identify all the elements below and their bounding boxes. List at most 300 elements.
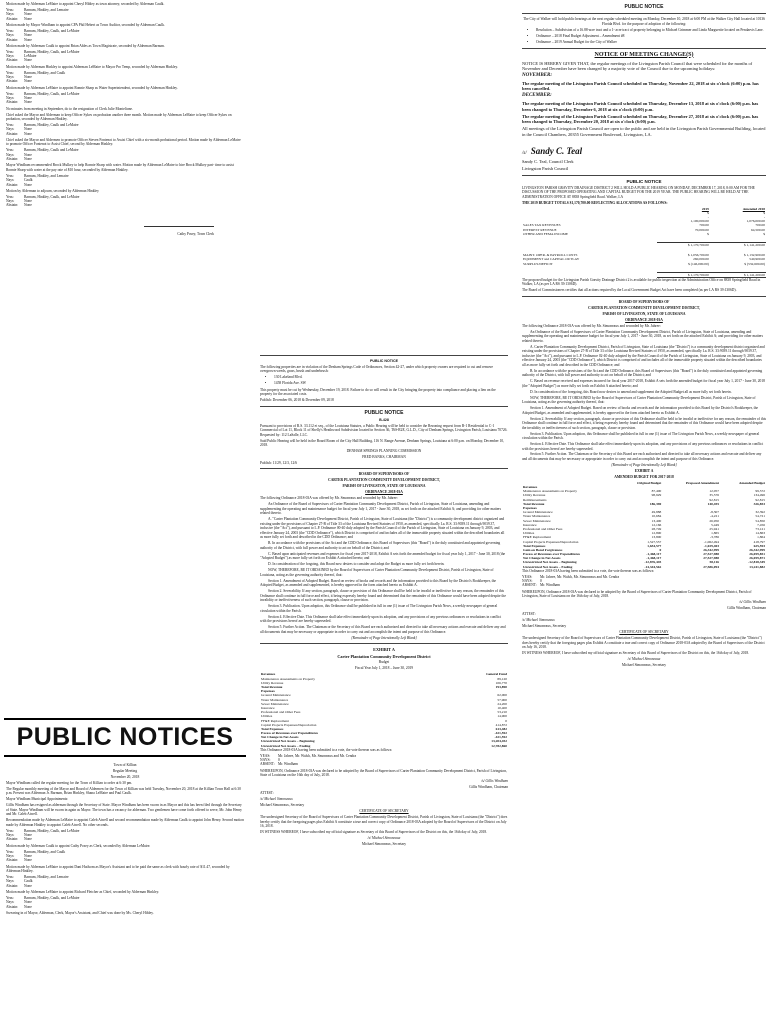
table-cell: 27,527,988 [703, 556, 719, 561]
table-cell: 27,527,988 [703, 552, 719, 557]
vote-abstain: None [24, 858, 32, 863]
exhibit-district: Carter Plantation Community Development District [337, 653, 431, 659]
table-cell: 1,076,000.00 [746, 219, 765, 224]
secretary-name: Michael Simoneaux, Secretary [260, 803, 305, 808]
table-cell: 14,863 [755, 531, 765, 536]
table-cell: Water Maintenance [261, 697, 289, 702]
table-cell: 12,166 [651, 522, 662, 527]
vote-abstain: None [24, 100, 32, 105]
table-cell: $ (146,000.00) [688, 261, 709, 266]
vote-block: Yeas: Barnum, Hinkley, Caulk, and LeMaire Nays: LeMaire Abstain: None [6, 49, 80, 63]
ordinance-paragraph: An Ordinance of the Board of Supervisors of Carter Plantation Community Development District, Parish of Livingston, State of Louisiana, amending and supplementing the operating and maintenance budget for fiscal year July 1, 2017 - June 30, 2018, as set forth on the attached Exhibit A; and providing for other matters related thereto. [260, 502, 502, 516]
vote-block: Yeas: Barnum, Hinkley, and Lemaire Nays: Caulk Abstain: None [6, 875, 69, 888]
vote-yeas: Mr. Jahree, Mr. Walsh, Mr. Simoneaux and Mr. Cendra [540, 574, 620, 579]
exhibit-subtitle: AMENDED BUDGET FOR 2017-2018 [614, 474, 674, 479]
vote-nays: None [24, 854, 32, 859]
table-cell: Unrestricted Net Assets – Beginning [261, 739, 315, 744]
table-cell: - [763, 215, 765, 220]
motion-text: Motion made by Alderman Caulk to appoint Brian Ables as Town Magistrate, seconded by Alderman Barnum. [6, 43, 165, 48]
table-cell: -1,468,117 [646, 552, 662, 557]
november-heading: NOVEMBER: [522, 73, 553, 79]
table-cell: Capital Projects Expenses/Depreciation [523, 539, 579, 544]
vote-absent: Mr. Windham [278, 762, 298, 767]
table-cell: Water Maintenance [523, 514, 551, 519]
ordinance-paragraph: Section 2. Severability. If any section, paragraph, clause or provision of this Ordinance shall be held to be invalid or ineffective for any reason, the remainder of this Ordinance shall continue in full force and effect, it being expressly hereby found and determined that the remainder of this Ordinance would have been adopted despite the invalidity or ineffectiveness of such section, paragraph, clause or provision. [522, 416, 767, 430]
minutes-paragraph: Gillis Windham has resigned as alderman through the Secretary of State. Mayor Windham has been sworn in as Mayor and this has been filed through the Secretary of State. Mayor Windham will be sworn in again as Mayor. The town has a vacancy for alderman. Two gentlemen have come forth offered to serve, Mr. John Henry and Mr. Caleb Atwell. [6, 803, 243, 817]
ordinance-paragraph: Section 3. Publication. Upon adoption, this Ordinance shall be published in full in one (1) issue of The Livingston Parish News, a weekly newspaper of general circulation within the Parish. [522, 431, 761, 441]
drainage-budget-table [522, 207, 766, 278]
meeting-type: Regular Meeting [112, 768, 138, 773]
table-cell: 57,900 [497, 697, 507, 702]
motion-text: Motion made by Mayor Windham to appoint CPA Phil Hebert as Town Auditor, seconded by Alderman Caulk. [6, 22, 165, 27]
column-header: Proposed Amendment [685, 480, 719, 485]
ordinance-paragraph: NOW, THEREFORE, BE IT ORDAINED by the Board of Supervisors of Carter Plantation Community Development District, Parish of Livingston, State of Louisiana, acting as the governing authority thereof, that: [522, 395, 757, 405]
weed-notice-deadline: This property must be cut by Wednesday, December 19, 2018. Failure to do so will result in the City bringing the property into compliance and placing a lien on the property for the associated costs. [260, 387, 497, 397]
table-cell: Utilities [261, 714, 273, 719]
vote-note: This Ordinance 2018-03A having been submitted to a vote, the vote thereon was as follows: [522, 568, 655, 573]
column-header: 2019 [701, 206, 709, 211]
table-cell: -4,221 [709, 514, 719, 519]
public-notices-banner: PUBLIC NOTICES [4, 718, 246, 757]
vote-block: Yeas: Barnum, Hinkley, and Caulk Nays: None Abstain: None [6, 70, 66, 84]
table-cell: 418,797 [753, 539, 765, 544]
meeting-change-footer: All meetings of the Livingston Parish Council are open to the public and are held in the Livingston Parish Governmental Building, located in the Council Chambers, 20355 Government Boulevard, Livingston, LA. [522, 126, 767, 137]
clerk-signature: Sandy C. Teal [530, 146, 583, 157]
chair-name: Gillis Windham, Chairman [469, 785, 508, 790]
ordinance-paragraph: B. In accordance with the provisions of the Act and the CDD Ordinance, this Board of Supervisors (this "Board") is the duly constituted and appointed governing authority of the District, with full power and authority to act on behalf of the District; and [260, 541, 502, 550]
table-cell: 64,500.00 [751, 227, 765, 232]
table-cell: 7,456 [757, 522, 765, 527]
vote-yeas: Barnum, Hinkley, Caulk, and LeMaire [24, 194, 80, 199]
vote-absent: Mr. Windham [540, 583, 560, 588]
table-cell: 186,390 [649, 501, 662, 506]
table-cell: 87,400 [651, 489, 662, 494]
december-text-1: The regular meeting of the Livingston Parish Council scheduled on Thursday, December 13, 2018 at six o'clock (6:00) p.m. has been changed to Thursday, December 6, 2018 at six o'clock (6:00) p.m. [522, 101, 760, 112]
notice-title: PUBLIC NOTICE [370, 359, 398, 363]
walker-notice-body: The City of Walker will hold public hearings at the next regular scheduled meeting on Monday, December 10, 2018 at 6:00 PM at the Walker City Hall located at 10136 Florida Blvd. for the purpose of adoption of the following: [523, 17, 766, 26]
table-cell: $ [707, 231, 709, 236]
table-cell: $ 1,141,200.00 [710, 272, 766, 277]
table-cell: $ 1,170,700.00 [657, 243, 710, 248]
vote-block: Yeas: Barnum, Hinkley, Caulk, and LeMaire Nays: None Abstain: None [6, 28, 80, 42]
table-cell: Utility Revenue [523, 493, 546, 498]
chairman-name: FRED BANKS, CHAIRMAN [362, 455, 406, 460]
table-cell: 35,576 [709, 493, 719, 498]
certificate-witness: IN WITNESS WHEREOF, I have subscribed my official signature as Secretary of this Board of Supervisors of the District on this, the 16th day of July, 2018. [260, 830, 488, 835]
exhibit-title: EXHIBIT A [373, 646, 395, 652]
table-cell: 73,121 [755, 526, 765, 531]
secretary-signature: /s/ Michael Simoneaux [522, 618, 555, 623]
table-cell: 27,586,094 [703, 564, 719, 569]
vote-yeas: Barnum, Hinkley, and Lemaire [24, 7, 69, 12]
vote-block: YEAS: Mr. Jahree, Mr. Walsh, Mr. Smoneaux and Mr. Cendra NAYS: 0 ABSENT: Mr. Windham [260, 753, 357, 767]
ordinance-paragraph: Section 4. Effective Date. This Ordinance shall take effect immediately upon its adoption, and any provisions of any previous ordinances or resolutions in conflict with the provisions hereof are hereby superseded. [522, 442, 765, 451]
list-item: • Ordinance – 2018 Final Budget Adjustment – Amendment #8 [536, 34, 766, 38]
vote-note: This Ordinance 2018-03A having been submitted to a vote, the vote thereon was as follows: [260, 747, 393, 752]
table-cell: 10,400 [497, 705, 507, 710]
column-header: Original Budget [637, 480, 662, 485]
table-cell: 260,000.00 [693, 257, 709, 262]
table-cell: Net Change in Net Assets [261, 735, 299, 740]
ordinance-district: CARTER PLANTATION COMMUNITY DEVELOPMENT DISTRICT, [588, 305, 700, 310]
vote-yeas: Barnum, Hinkley, Caulk, and LeMaire [24, 28, 80, 33]
list-item: • 130 Lakeland Blvd. [274, 375, 508, 379]
table-cell: $ 1,141,200.00 [710, 243, 766, 248]
killian-minutes-body [6, 781, 244, 827]
table-cell: -14,344,562 [644, 564, 662, 569]
table-cell: 1,864 [757, 535, 765, 540]
ordinance-offered: The following Ordinance 2018-03A was offered by Mr. Simoneaux and seconded by Mr. Jahree: [522, 323, 661, 328]
table-cell: Professional and Other Fees [523, 526, 563, 531]
table-cell: 58,116 [709, 560, 719, 565]
table-cell: 700.00 [755, 223, 765, 228]
vote-yeas: Barnum, Hinkley, Caulk and LeMaire [24, 148, 79, 153]
notice-title: PUBLIC NOTICE [626, 178, 662, 184]
vote-nays: None [24, 75, 32, 80]
vote-nays: LeMaire [24, 54, 37, 59]
ordinance-paragraph: D. In consideration of the foregoing, this Board now desires to amend and supplement the Adopted Budget all as more fully set forth herein. [530, 389, 732, 394]
vote-abstain: None [24, 203, 32, 208]
table-cell: -1,062,494 [703, 539, 719, 544]
vote-abstain: None [24, 37, 32, 42]
table-cell: 13,241,882 [749, 564, 765, 569]
ordinance-paragraph: A. "Carter Plantation Community Development District, Parish of Livingston, State of Louisiana (the "District") is a community development district organized and existing under the provisions of Chapter 27-B of Title 33 of the Louisiana Revised Statutes of 1950, as amended, specifically La. R.S. 33:9039.11 through 9039.37, inclusive (the "Act"), and pursuant to L.P. Ordinance 00-40 duly adopted by the Parish Council of the Parish of Livingston, State of Louisiana on January 9, 2003, and effective January 24, 2003 (the "CDD Ordinance"), which District is comprised of and includes all of the immovable property situated within the described boundaries all as more fully set forth and described in the CDD Ordinance; and [260, 517, 506, 540]
table-cell: Utilities [523, 531, 535, 536]
chief-motion-2: Chief asked the Mayor and Aldermen to promote Officer Steven Fontenot to Assist Chief with a six-month probational period. Motion made by Alderman LeMaire to promote Officer Fontenot to Assist Chief, second by Alderman Hinkley. [6, 138, 242, 147]
drainage-notice-body: LIVINGSTON PARISH GRAVITY DRAINAGE DISTRICT 2 WILL HOLD A PUBLIC HEARING ON MONDAY, DECEMBER 17, 2018, 8:00 AM FOR THE DISCUSSION OF THE PROPOSED OPERATING AND CAPITAL BUDGET FOR THE 2019 YEAR. THE PUBLIC HEARING WILL BE HELD AT THE ADMINISTRATION OFFICE AT 8838 Springfield Road. Walker, LA [522, 185, 756, 199]
vote-yeas: Barnum, Hinkley, and Caulk [24, 849, 66, 854]
vote-block: Yeas: Barnum, Hinkley, Caulk, and LeMaire Nays: None Abstain: None [6, 828, 80, 842]
november-text: The regular meeting of the Livingston Parish Council scheduled on Thursday, November 22, 2018 at six o'clock (6:00) p.m. has been cancelled. [522, 80, 760, 92]
motion-text: Motion made by Alderman LeMaire to appoint Ronnie Sharp as Water Superintendent, seconded by Alderman Hinkley. [6, 85, 178, 90]
table-cell: 98,929 [651, 493, 662, 498]
table-cell: Insurance [261, 705, 275, 710]
table-cell: Maintenance Assessments on Property [523, 489, 577, 494]
table-cell: $ (532,600.00) [744, 261, 765, 266]
vote-nays: 0 [540, 579, 542, 584]
ordinance-paragraph: An Ordinance of the Board of Supervisors of Carter Plantation Community Development District, Parish of Livingston, State of Louisiana, amending and supplementing the operating and maintenance budget for fiscal year July 1, 2017 - June 30, 2018, as set forth on the attached Exhibit A; and providing for other matters related thereto. [522, 329, 764, 343]
vote-abstain: None [24, 182, 32, 187]
ordinance-paragraph: Section 5. Further Action. The Chairman or the Secretary of this Board are each authorized and directed to take all necessary actions and execute and deliver any and all documents that may be necessary or appropriate in order to carry out and accomplish the intent and purpose of this Ordinance. [522, 452, 763, 461]
vote-yeas: Barnum, Hinkley, Caulk, and LeMaire [24, 49, 80, 54]
table-cell [522, 272, 657, 277]
weed-notice-body: The following properties are in violation of the Denham Springs Code of Ordinances, Section 42-27, under which property owners are required to cut and remove overgrown weeds, grass, brush and underbrush: [260, 364, 494, 374]
minutes-paragraph: Mayor Windham called the regular meeting for the Town of Killian to order at 6:30 pm. [6, 780, 133, 785]
table-cell: $ [763, 210, 765, 215]
chair-signature: /s/ Gillis Windham [739, 600, 766, 605]
table-cell: -8,307 [709, 510, 719, 515]
minutes-paragraph: The Regular monthly meeting of the Mayor and Board of Aldermen for the Town of Killian was held Tuesday, November 20, 2018 at the Killian Town Hall at 6:30 p.m. Present was Alderman Jr. Barnum, Brian Hinkley, Shana LeMaire and Paul Caulk. [6, 786, 242, 796]
vote-block: Yeas: Barnum, Hinkley, and Caulk Nays: None Abstain: None [6, 849, 66, 863]
whereupon: WHEREUPON, Ordinance 2018-03A was declared to be adopted by the Board of Supervisors of Carter Plantation Community Development District, Parish of Livingston, State of Louisiana on the 16th day of July, 2018. [522, 589, 753, 599]
table-cell: 625,593 [753, 543, 765, 548]
vote-nays: None [24, 152, 32, 157]
table-cell: 26,059,851 [749, 552, 765, 557]
column-header: Amended 2018 [742, 206, 765, 211]
table-cell: 25,941 [709, 526, 719, 531]
remainder-note: [Remainder of Page Intentionally Left Blank] [351, 635, 417, 640]
table-cell: 12,057 [709, 489, 719, 494]
table-cell: 106,770 [495, 680, 507, 685]
table-cell: Total Revenue [261, 685, 283, 690]
whereupon: WHEREUPON, Ordinance 2018-03A was declared to be adopted by the Board of Supervisors of Carter Plantation Community Development District, Parish of Livingston, State of Louisiana on the 16th day of July, 2018. [260, 768, 508, 778]
ordinance-paragraph: Section 4. Effective Date. This Ordinance shall take effect immediately upon its adoption, and any provisions of any previous ordinances or resolutions in conflict with the provisions hereof are hereby superseded. [260, 614, 503, 624]
ordinance-paragraph: NOW, THEREFORE, BE IT ORDAINED by the Board of Supervisors of Carter Plantation Community Development District, Parish of Livingston, State of Louisiana, acting as the governing authority thereof, that: [260, 568, 495, 577]
ordinance-parish: PARISH OF LIVINGSTON, STATE OF LOUISIANA [602, 311, 686, 316]
vote-abstain: None [24, 904, 32, 909]
no-minutes-note: No minutes from meeting in September, do to the resignation of Clerk Julie Montelione. [6, 106, 133, 111]
ordinance-paragraphs [260, 502, 508, 634]
table-cell: Ground Maintenance [523, 510, 553, 515]
vote-abstain: None [24, 16, 32, 21]
table-cell: Ground Maintenance [261, 693, 291, 698]
table-cell: 26,950 [709, 518, 719, 523]
drainage-footer-2: The Board of Commissioners certifies that all actions required by the Local Government Budget Act have been completed (as per LA RS 39:1306D). [522, 288, 737, 293]
ordinance-paragraph: B. In accordance with the provisions of the Act and the CDD Ordinance, this Board of Supervisors (this "Board") is the duly constituted and appointed governing authority of the District, with full power and authority to act on behalf of the District; and [522, 368, 764, 378]
vote-block: Yeas: Barnum, Hinkley, Caulk, and LeMaire Nays: None Abstain: None [6, 194, 80, 208]
list-item: • 1458 Florida Ave. SW [274, 381, 508, 385]
table-cell: SALES TAX REVENUES [523, 223, 561, 228]
table-cell: $ 1,132,900.00 [744, 253, 765, 258]
vote-nays: None [24, 199, 32, 204]
column-header: Amended Budget [739, 480, 765, 485]
ordinance-parish: PARISH OF LIVINGSTON, STATE OF LOUISIANA [342, 484, 426, 489]
meeting-date: November 20, 2018 [110, 774, 140, 779]
amended-budget-table [522, 481, 766, 569]
certificate-signature: /s/ Michael Simoneaux [367, 836, 401, 841]
ordinance-paragraph: D. In consideration of the forgoing, this Board now desires to consider and adopt the Budget as more fully set forth herein. [268, 562, 445, 567]
table-cell: 12,890 [651, 531, 662, 536]
table-cell: $ 1,170,700.00 [657, 272, 710, 277]
certificate-signature: /s/ Michael Simoneaux [627, 657, 661, 662]
table-cell: 5,449 [711, 522, 719, 527]
table-cell: SURPLUS/DEFICIT [523, 261, 553, 266]
table-cell: Maintenance Assessments on Property [261, 676, 315, 681]
ordinance-paragraph: Section 1. Amendment of Adopted Budget. Based on review of books and records and the information provided to this Board by the District's Bookkeeper, the Adopted Budget, as amended and supplemented, is hereby approved in the form attached hereto as Exhibit A. [260, 578, 497, 588]
vote-abstain: None [24, 157, 32, 162]
ordinance-number: ORDINANCE 2018-03A [625, 317, 663, 322]
vote-abstain: None [24, 131, 32, 136]
table-cell: Utility Revenue [261, 680, 284, 685]
attest-label: ATTEST: [260, 791, 274, 796]
minutes-paragraph: Mayor Windham Municipal Appointments: [6, 797, 69, 802]
table-cell: Total Expenses [523, 543, 546, 548]
table-cell: Total Expenses [261, 726, 284, 731]
table-cell: 1,100,000.00 [690, 219, 709, 224]
certificate-signer: Michael Simoneaux, Secretary [621, 663, 667, 668]
motion-text: Motion made by Alderman LeMaire to appoint Cheryl Hibley as town attorney, seconded by Alderman Caulk. [6, 2, 165, 6]
exhibit-budget: Budget [378, 660, 390, 665]
table-cell: 12,782,860 [491, 743, 507, 748]
right-column [518, 0, 770, 1024]
vote-block: Yeas: Barnum, Hinkley, Caulk, and LeMaire Nays: None Abstain: None [6, 896, 80, 909]
commission-name: DENHAM SPRINGS PLANNING COMMISSION [346, 449, 422, 454]
property-list [274, 375, 508, 385]
table-cell: Insurance [523, 522, 537, 527]
table-cell: 326,853 [753, 501, 765, 506]
table-cell: -1,468,117 [646, 556, 662, 561]
chief-motion: Chief asked the Mayor and Alderman to keep Officer Sykes on probation another three month. Motion made by Alderman LeMaire to keep Officer Sykes on probation, seconded by Alderman Hinkley. [6, 112, 233, 122]
ordinance-paragraphs [522, 330, 766, 462]
vote-abstain: None [24, 837, 32, 842]
table-cell: 1,527,557 [647, 539, 662, 544]
vote-block: Yeas: Barnum, Hinkley, Caulk and LeMaire Nays: None Abstain: None [6, 148, 79, 162]
secretary-name: Michael Simoneaux, Secretary [522, 624, 567, 629]
exhibit-title: EXHIBIT A [634, 468, 654, 473]
ordinance-paragraph: C. Based upon anticipated revenues and expenses for fiscal year 2017-2018, Exhibit A sets forth the amended budget for fiscal year July 1, 2017 - June 30, 2018 (the "Adopted Budget") as more fully set forth on Exhibit A attached hereto; and [260, 551, 507, 561]
certificate-witness: IN WITNESS WHEREOF, I have subscribed my official signature as Secretary of this Board of Supervisors of the District on this, the 16th day of July, 2018. [522, 651, 750, 656]
secretary-signature: /s/ Michael Simoneaux [260, 797, 293, 802]
ordinance-board: BOARD OF SUPERVISORS OF [618, 299, 670, 304]
vote-nays: None [24, 900, 32, 905]
attest-label: ATTEST: [522, 612, 536, 617]
vote-nays: None [24, 833, 32, 838]
mayor-motion: Mayor Windham recommended Brock Mulkey to help Ronnie Sharp with water. Motion made by Alderman LeMaire to hire Brock Mulkey part- time to assist Ronnie Sharp with water at the pay rate of $10 hour, seconded by Alderman Hinkley. [6, 163, 235, 172]
table-cell: Unrestricted Net Assets – Ending [523, 564, 573, 569]
vote-yeas: Barnum, Hinkley, Caulk, and LeMaire [24, 828, 80, 833]
table-cell: 24,200 [497, 701, 507, 706]
table-cell: 540,900.00 [749, 257, 765, 262]
table-cell: 134,496 [753, 493, 765, 498]
table-cell: 62,000 [497, 693, 507, 698]
vote-block: Yeas: Barnum, Hinkley, and Lemaire Nays: Caulk Abstain: None [6, 173, 69, 187]
table-cell: 70,000.00 [694, 227, 709, 232]
table-cell: -3,786 [709, 535, 719, 540]
table-cell: -12,876,445 [644, 560, 662, 565]
motion-text: Motion made by Alderman Hinkley to appoint Alderman LeMaire to Mayor Pro Temp, seconded by Alderman Hinkley. [6, 64, 178, 69]
ordinance-paragraph: Section 1. Amendment of Adopted Budget. Based on review of books and records and the information provided to this Board by the District's Bookkeeper, the Adopted Budget, as amended and supplemented, is hereby approved in the form attached hereto as Exhibit A. [522, 406, 759, 415]
table-cell: 54,850 [755, 518, 765, 523]
table-cell: $ [707, 210, 709, 215]
vote-nays: Caulk [24, 178, 33, 183]
walker-items [536, 28, 766, 44]
vote-yeas: Mr. Jahree, Mr. Walsh, Mr. Smoneaux and Mr. Cendra [278, 753, 357, 758]
table-cell: 26,059,871 [749, 556, 765, 561]
table-cell: 26,342,999 [749, 547, 765, 552]
table-cell: 28,749 [651, 526, 662, 531]
middle-column [260, 0, 508, 1024]
rezoning-hearing: Said Public Hearing will be held in the Board Room of the City Hall Building, 116 N. Range Avenue, Denham Springs, Louisiana at 6:00 p.m. on Monday, December 10, 2018. [260, 438, 506, 448]
table-cell: 53,210 [497, 710, 507, 715]
table-cell: Net Change in Net Assets [523, 556, 561, 561]
notice-number: B-428 [379, 417, 389, 422]
certificate-title: CERTIFICATE OF SECRETARY [359, 809, 409, 814]
table-cell: 89,120 [497, 676, 507, 681]
table-cell: Total Revenue [523, 501, 545, 506]
clerk-org: Livingston Parish Council [522, 166, 569, 172]
table-cell: INTEREST REVENUE [523, 227, 557, 232]
vote-yeas: Barnum, Hinkley, and Lemaire [24, 173, 69, 178]
table-cell: 10,684 [651, 514, 662, 519]
certificate-title: CERTIFICATE OF SECRETARY [619, 630, 669, 635]
table-cell: - [707, 215, 709, 220]
table-cell: 700.00 [699, 223, 709, 228]
table-cell: 32,392 [755, 510, 765, 515]
table-cell: Unrestricted Net Assets – Ending [261, 743, 311, 748]
notice-title: PUBLIC NOTICE [624, 4, 664, 10]
certificate-body: The undersigned Secretary of the Board of Supervisors of Carter Plantation Community Development District, Parish of Livingston, State of Louisiana (the "District") does hereby certify that the foregoing pages plus Exhibit A constitute a true and correct copy of Ordinance 2018-03A adopted by the Board of Supervisors of the District on July 16, 2018. [522, 636, 766, 650]
motion-chief: Motion made by Alderman LeMaire to appoint Richard Fletcher as Chief, seconded by Alderman Hinkley. [6, 890, 160, 895]
rezoning-publish: Publish: 11/29, 12/3, 12/6 [260, 461, 298, 465]
vote-nays: None [24, 33, 32, 38]
budget-table [260, 672, 508, 747]
table-row [522, 272, 766, 277]
table-cell: Capital Projects Expenses/Depreciation [261, 722, 317, 727]
table-cell: Reimbursements [523, 497, 547, 502]
table-cell: 13,204,452 [491, 739, 507, 744]
vote-yeas: Barnum, Hinkley, Caulk, and LeMaire [24, 896, 80, 901]
december-text-2: The regular meeting of the Livingston Parish Council scheduled on Thursday, December 27, 2018 at six o'clock (6:00) p.m. has been changed to Thursday, December 20, 2018 at six o'clock (6:00) p.m. [522, 113, 760, 125]
table-cell: -421,592 [494, 731, 507, 736]
table-cell: Professional and Other Fees [261, 710, 301, 715]
meeting-change-body: NOTICE IS HEREBY GIVEN THAT, the regular meetings of the Livingston Parish Council that were scheduled for the months of November and December have been changed by a majority vote of the Council due to the upcoming holidays: [522, 60, 754, 72]
adjourn-motion: Motion by Alderman to adjourn, seconded by Alderman Hinkley [6, 188, 99, 193]
vote-nays: None [24, 127, 32, 132]
sig-prefix: /s/ [522, 151, 527, 157]
motion-assistant: Motion made by Alderman LeMaire to appoint Dani Hutlsom as Mayor's Assistant and to be paid the same as clerk with hourly rate of $11.47, seconded by Alderman Hinkley. [6, 864, 231, 874]
killian-minutes-continued [6, 2, 244, 105]
table-cell: OTHER AND FEMA INCOME [523, 231, 569, 236]
table-cell: 49,888 [651, 510, 662, 515]
list-item: • Ordinance – 2019 Annual Budget for the City of Walker [536, 40, 766, 44]
table-cell: 1,865 [711, 531, 719, 536]
ordinance-offered: The following Ordinance 2018-03A was offered by Mr. Smoneaux and seconded by Mr. Jahree: [260, 496, 398, 501]
table-cell: 99,572 [755, 489, 765, 494]
december-heading: DECEMBER: [522, 93, 552, 99]
ordinance-district: CARTER PLANTATION COMMUNITY DEVELOPMENT DISTRICT, [328, 478, 440, 483]
drainage-footer-1: The proposed budget for the Livingston Parish Gravity Drainage District 2 is available for public inspection at the Administration Office on 8838 Springfield Road in Walker, LA (as per LA RS 39:1306D). [522, 277, 762, 287]
ordinance-board: BOARD OF SUPERVISORS OF [358, 472, 410, 477]
vote-block: YEAS: Mr. Jahree, Mr. Walsh, Mr. Simoneaux and Mr. Cendra NAYS: 0 ABSENT: Mr. Windham [522, 574, 620, 588]
ordinance-paragraph: Section 3. Publication. Upon adoption, this Ordinance shall be published in full in one (1) issue of The Livingston Parish News, a weekly newspaper of general circulation within the Parish. [260, 604, 499, 613]
table-cell: -12,818,349 [748, 560, 765, 565]
vote-yeas: Barnum, Hinkley, and Caulk [24, 70, 66, 75]
table-cell: -421,592 [494, 735, 507, 740]
certificate-body: The undersigned Secretary of the Board of Supervisors of Carter Plantation Community Development District, Parish of Livingston, State of Louisiana (the "District") does hereby certify that the foregoing pages plus Exhibit A constitute a true and correct copy of Ordinance 2018-03A adopted by the Board of Supervisors of the District on July 16, 2018. [260, 815, 509, 829]
vote-block: Yeas: Barnum, Hinkley, Caulk and LeMaire Nays: None Abstain: None [6, 123, 79, 136]
weed-notice-publish: Publish: December 06, 2018 & December 09, 2018 [260, 398, 334, 403]
notice-title: PUBLIC NOTICE [364, 409, 404, 416]
chair-name: Gillis Windham, Chairman [727, 606, 766, 611]
column-header: General Fund [486, 672, 507, 677]
meeting-change-title: NOTICE OF MEETING CHANGE(S) [594, 51, 694, 58]
table-cell: 140,455 [707, 501, 719, 506]
minutes-paragraph: Recommendation made by Alderman LeMaire to appoint Caleb Atwell and second recommendation made by Alderman Caulk to appoint John Henry. Second motion made by Alderman Hinkley to appoint Caleb Atwell. No other seconds. [6, 818, 245, 827]
table-cell: Revenues [523, 485, 538, 490]
vote-abstain: None [24, 79, 32, 84]
table-cell: 13,400 [651, 518, 662, 523]
vote-yeas: Barnum, Hinkley, Caulk and LeMaire [24, 123, 79, 128]
certificate-signer: Michael Simoneaux, Secretary [361, 842, 407, 847]
table-cell: -1,029,403 [703, 543, 719, 548]
table-cell: 92,815 [709, 497, 719, 502]
table-cell: 0 [659, 547, 662, 552]
table-cell: 193,890 [495, 685, 507, 690]
table-cell: Sewer Maintenance [261, 701, 289, 706]
table-cell: 1,654,577 [647, 543, 662, 548]
table-cell: Excess of Revenues over Expenditures [523, 552, 581, 557]
vote-nays: None [24, 95, 32, 100]
ordinance-paragraph: Section 2. Severability. If any section, paragraph, clause or provision of this Ordinance shall be held to be invalid or ineffective for any reason, the remainder of this Ordinance shall continue in full force and effect, it being expressly hereby found and determined that the remainder of this Ordinance would have been adopted despite the invalidity or ineffectiveness of such section, paragraph, clause or provision. [260, 589, 507, 603]
table-cell: 14,900 [497, 714, 507, 719]
table-cell: Unrestricted Net Assets – Beginning [523, 560, 577, 565]
ordinance-paragraph: Section 5. Further Action. The Chairman or the Secretary of this Board are each authorized and directed to take all necessary actions and execute and deliver any and all documents that may be necessary or appropriate in order to carry out and accomplish the intent and purpose of this Ordinance. [260, 625, 507, 634]
table-cell: 613,482 [495, 726, 507, 731]
clerk-name: Sandy C. Teal, Council Clerk [522, 159, 574, 165]
table-cell: Expenses [261, 689, 275, 694]
chair-signature: /s/ Gillis Windham [481, 779, 508, 784]
vote-nays: Caulk [24, 879, 33, 884]
